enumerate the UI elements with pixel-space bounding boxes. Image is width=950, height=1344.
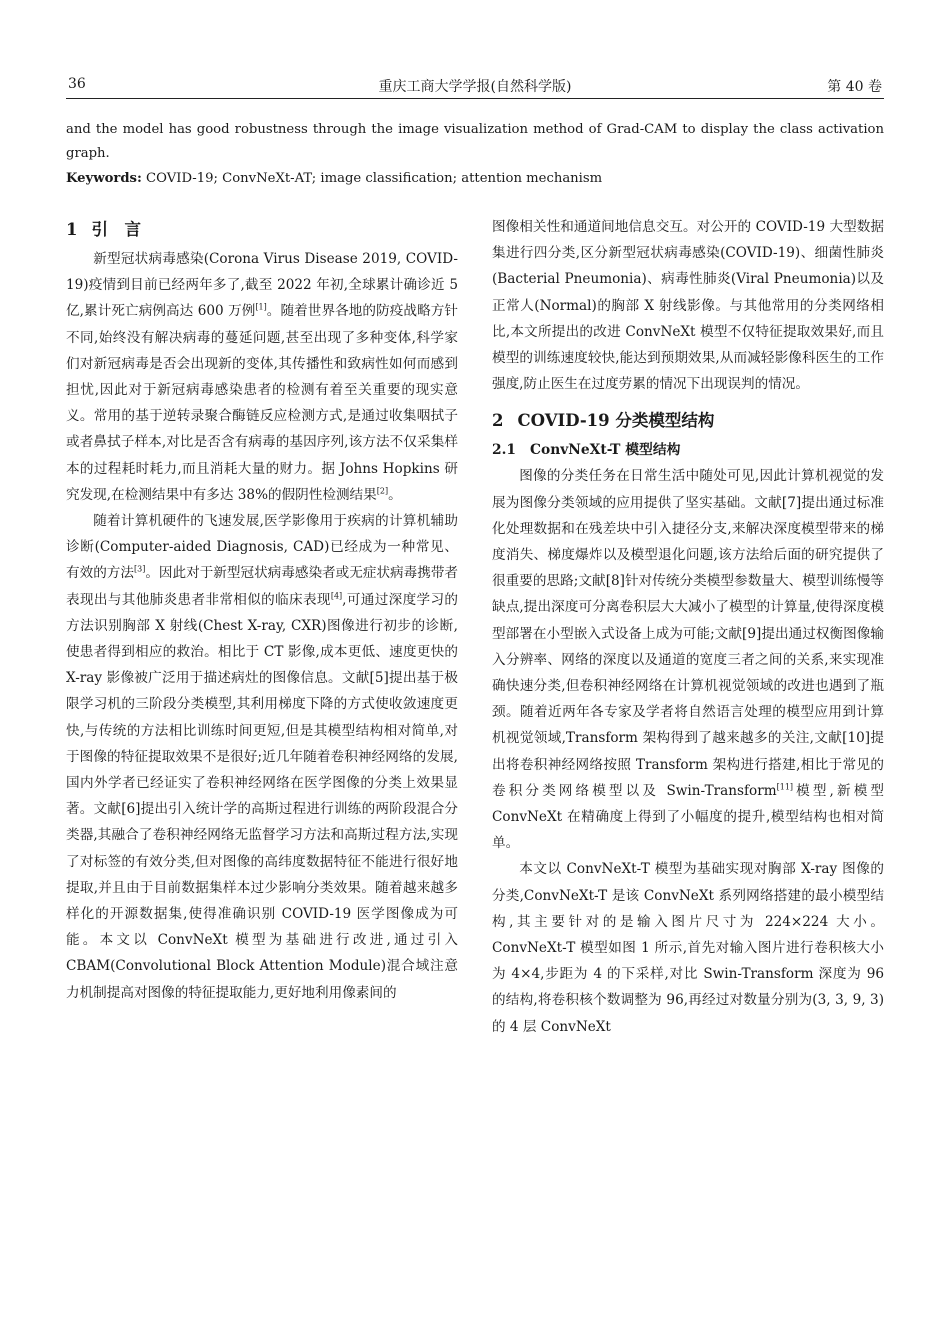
- section-1-number: 1: [66, 220, 78, 239]
- section-2-paragraph-1: 图像的分类任务在日常生活中随处可见,因此计算机视觉的发展为图像分类领域的应用提供了坚实基础。文献[7]提出通过标准化处理数据和在残差块中引入捷径分支,来解决深度模型带来的梯度消失、梯度爆炸以及模型退化问题,该方法给后面的研究提供了很重要的思路;文献[8]针对传统分类模型参数量大、模型训练慢等缺点,提出深度可分离卷积层大大减小了模型的计算量,使得深度模型部署在小型嵌入式设备上成为可能;文献[9]提出通过权衡图像输入分辨率、网络的深度以及通道的宽度三者之间的关系,来实现准确快速分类,但卷积神经网络在计算机视觉领域的改进也遇到了瓶颈。随着近两年各专家及学者将自然语言处理的模型应用到计算机视觉领域,Transform 架构得到了越来越多的关注,文献[10]提出将卷积神经网络按照 Transform 架构进行搭建,相比于常见的卷积分类网络模型以及 Swin-Transform[11]模型,新模型 ConvNeXt 在精确度上得到了小幅度的提升,模型结构也相对简单。: [492, 468, 884, 852]
- section-2-heading: [492, 407, 884, 435]
- citation-3: [3]: [133, 564, 146, 574]
- section-1-heading: [66, 216, 458, 244]
- abstract-tail: and the model has good robustness through the image visualization method of Grad-CAM to display the class activation graph.: [66, 122, 884, 161]
- citation-4: [4]: [330, 591, 343, 601]
- journal-title: 重庆工商大学学报(自然科学版): [378, 79, 572, 95]
- volume-label: 第 40 卷: [827, 79, 882, 95]
- section-1-title: 引 言: [91, 220, 141, 239]
- section-1-paragraph-2: 随着计算机硬件的飞速发展,医学影像用于疾病的计算机辅助诊断(Computer-aided Diagnosis, CAD)已经成为一种常见、有效的方法[3]。因此对于新型冠状病毒感染者或无症状病毒携带者表现出与其他肺炎患者非常相似的临床表现[4],可通过深度学习的方法识别胸部 X 射线(Chest X-ray, CXR)图像进行初步的诊断,使患者得到相应的救治。相比于 CT 影像,成本更低、速度更快的 X-ray 影像被广泛用于描述病灶的图像信息。文献[5]提出基于极限学习机的三阶段分类模型,其利用梯度下降的方式使收敛速度更快,与传统的方法相比训练时间更短,但是其模型结构相对简单,对于图像的特征提取效果不是很好;近几年随着卷积神经网络的发展,国内外学者已经证实了卷积神经网络在医学图像的分类上效果显著。文献[6]提出引入统计学的高斯过程进行训练的两阶段混合分类器,其融合了卷积神经网络无监督学习方法和高斯过程方法,实现了对标签的有效分类,但对图像的高纬度数据特征不能进行很好地提取,并且由于目前数据集样本过少影响分类效果。随着越来越多样化的开源数据集,使得准确识别 COVID-19 医学图像成为可能。本文以 ConvNeXt 模型为基础进行改进,通过引入 CBAM(Convolutional Block Attention Module)混合域注意力机制提高对图像的特征提取能力,更好地利用像素间的: [66, 513, 459, 1001]
- page-header: [66, 68, 884, 99]
- right-column: [492, 214, 884, 1040]
- subsection-2-1-title: ConvNeXt-T 模型结构: [530, 442, 681, 459]
- citation-11: [11]: [776, 782, 794, 792]
- section-1-paragraph-2-continued: 图像相关性和通道间地信息交互。对公开的 COVID-19 大型数据集进行四分类,区分新型冠状病毒感染(COVID-19)、细菌性肺炎(Bacterial Pneumonia)、病毒性肺炎(Viral Pneumonia)以及正常人(Normal)的胸部 X 射线影像。与其他常用的分类网络相比,本文所提出的改进 ConvNeXt 模型不仅特征提取效果好,而且模型的训练速度较快,能达到预期效果,从而减轻影像科医生的工作强度,防止医生在过度劳累的情况下出现误判的情况。: [492, 219, 884, 393]
- keywords-text: COVID-19; ConvNeXt-AT; image classification; attention mechanism: [146, 171, 603, 186]
- citation-2: [2]: [376, 486, 389, 496]
- left-column: [66, 216, 458, 1006]
- keywords: [66, 168, 884, 190]
- section-2-number: 2: [492, 411, 504, 431]
- section-2-paragraph-2: 本文以 ConvNeXt-T 模型为基础实现对胸部 X-ray 图像的分类,ConvNeXt-T 是该 ConvNeXt 系列网络搭建的最小模型结构,其主要针对的是输入图片尺寸为 224×224 大小。ConvNeXt-T 模型如图 1 所示,首先对输入图片进行卷积核大小为 4×4,步距为 4 的下采样,对比 Swin-Transform 深度为 96 的结构,将卷积核个数调整为 96,再经过对数量分别为(3, 3, 9, 3)的 4 层 ConvNeXt: [492, 861, 884, 1035]
- subsection-2-1-number: 2.1: [492, 442, 517, 459]
- section-2-title: COVID-19 分类模型结构: [517, 411, 715, 431]
- subsection-2-1-heading: [492, 437, 884, 463]
- keywords-label: Keywords:: [66, 171, 142, 186]
- page-number: 36: [68, 76, 86, 92]
- citation-1: [1]: [255, 302, 267, 312]
- section-1-paragraph-1: 新型冠状病毒感染(Corona Virus Disease 2019, COVID-19)疫情到目前已经两年多了,截至 2022 年初,全球累计确诊近 5 亿,累计死亡病例高达 600 万例[1]。随着世界各地的防疫战略方针不同,始终没有解决病毒的蔓延问题,甚至出现了多种变体,科学家们对新冠病毒是否会出现新的变体,其传播性和致病性如何而感到担忧,因此对于新冠病毒感染患者的检测有着至关重要的现实意义。常用的基于逆转录聚合酶链反应检测方式,是通过收集咽拭子或者鼻拭子样本,对比是否含有病毒的基因序列,该方法不仅采集样本的过程耗时耗力,而且消耗大量的财力。据 Johns Hopkins 研究发现,在检测结果中有多达 38%的假阴性检测结果[2]。: [66, 251, 458, 503]
